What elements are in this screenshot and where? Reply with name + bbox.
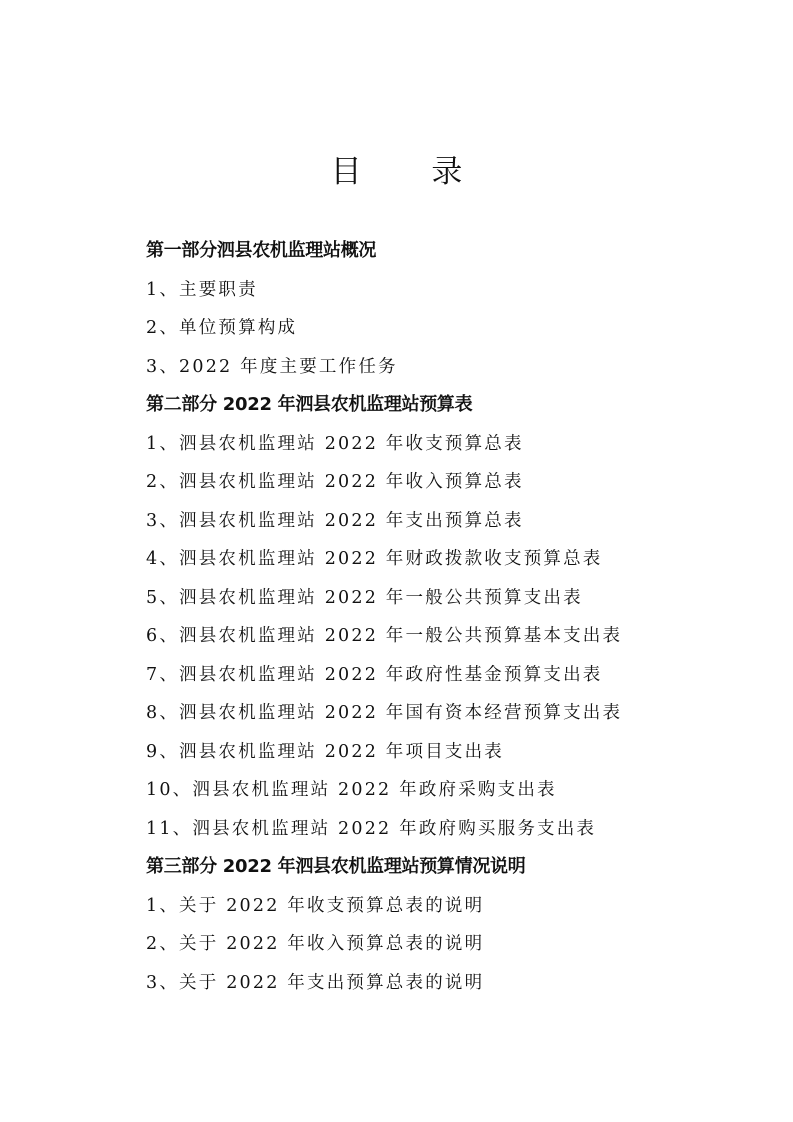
toc-item[interactable]: 7、泗县农机监理站 2022 年政府性基金预算支出表: [146, 664, 603, 685]
toc-item[interactable]: 6、泗县农机监理站 2022 年一般公共预算基本支出表: [146, 626, 623, 646]
toc-item[interactable]: 3、泗县农机监理站 2022 年支出预算总表: [146, 510, 524, 531]
table-of-contents: [146, 232, 746, 1002]
toc-item[interactable]: 2、泗县农机监理站 2022 年收入预算总表: [146, 472, 524, 492]
toc-item[interactable]: 11、泗县农机监理站 2022 年政府购买服务支出表: [146, 818, 597, 839]
toc-item[interactable]: 5、泗县农机监理站 2022 年一般公共预算支出表: [146, 587, 583, 608]
toc-item[interactable]: 3、关于 2022 年支出预算总表的说明: [146, 972, 485, 993]
toc-section-heading[interactable]: 第一部分泗县农机监理站概况: [146, 240, 377, 261]
toc-item[interactable]: 8、泗县农机监理站 2022 年国有资本经营预算支出表: [146, 703, 623, 723]
toc-item[interactable]: 4、泗县农机监理站 2022 年财政拨款收支预算总表: [146, 549, 603, 569]
toc-item[interactable]: 3、2022 年度主要工作任务: [146, 356, 398, 377]
toc-item[interactable]: 1、关于 2022 年收支预算总表的说明: [146, 895, 485, 916]
toc-item[interactable]: 1、泗县农机监理站 2022 年收支预算总表: [146, 433, 524, 454]
toc-item[interactable]: 10、泗县农机监理站 2022 年政府采购支出表: [146, 780, 557, 800]
toc-item[interactable]: 1、主要职责: [146, 279, 258, 300]
toc-section-heading[interactable]: 第三部分 2022 年泗县农机监理站预算情况说明: [146, 856, 526, 877]
toc-item[interactable]: 2、关于 2022 年收入预算总表的说明: [146, 934, 485, 954]
toc-item[interactable]: 2、单位预算构成: [146, 318, 298, 338]
page-title: 目 录: [330, 154, 493, 190]
toc-section-heading[interactable]: 第二部分 2022 年泗县农机监理站预算表: [146, 394, 473, 415]
toc-item[interactable]: 9、泗县农机监理站 2022 年项目支出表: [146, 741, 504, 762]
